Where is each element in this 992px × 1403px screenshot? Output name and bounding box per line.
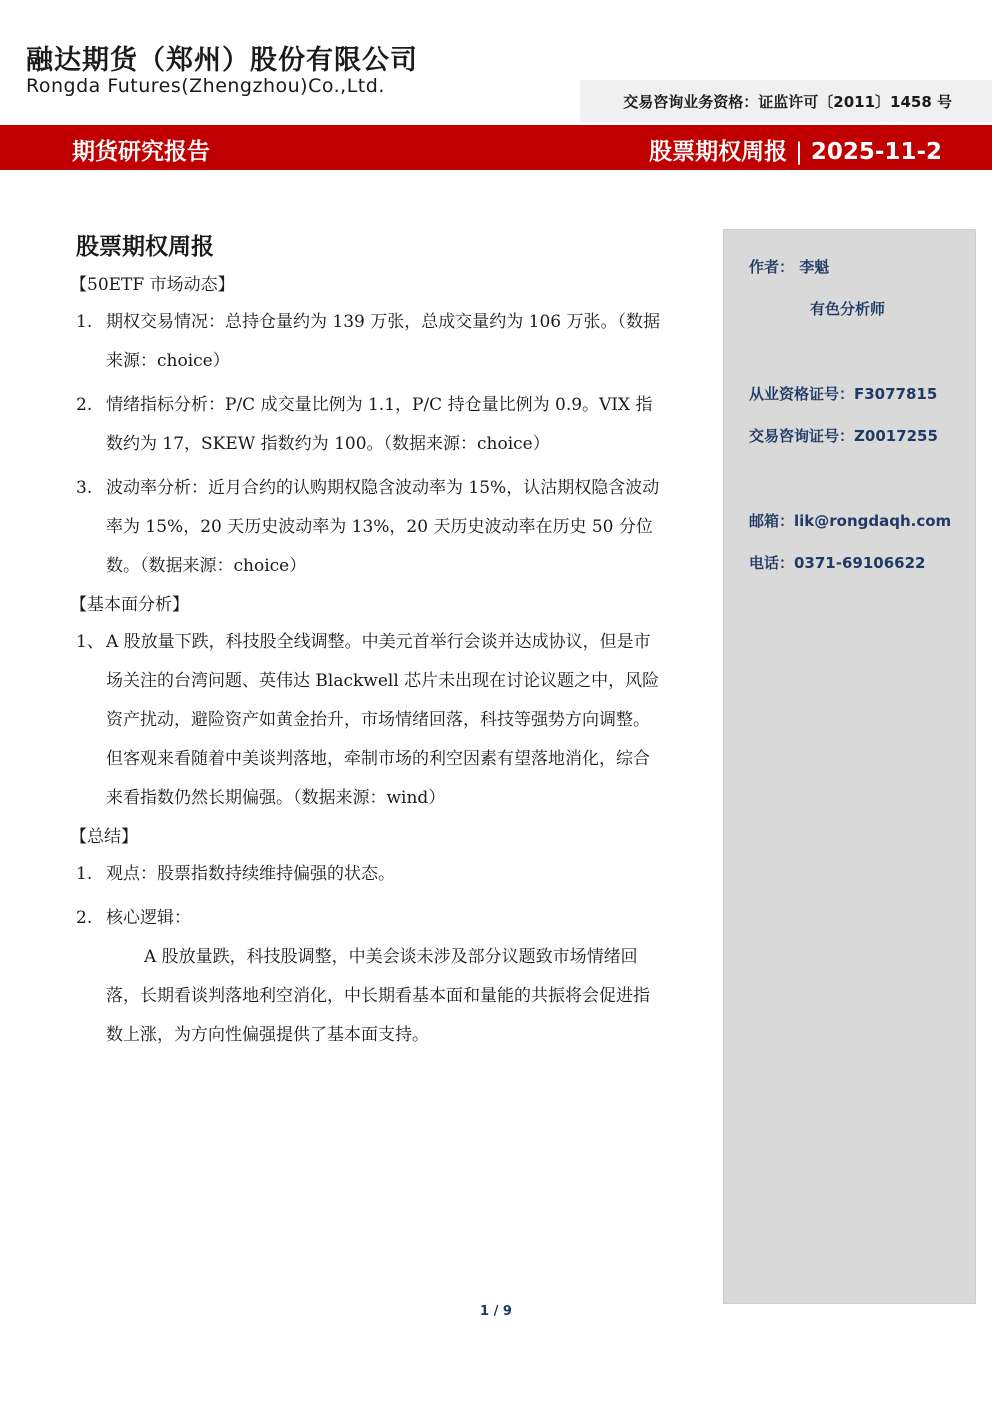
section-title: 【基本面分析】 xyxy=(70,595,189,615)
list-number: 1. xyxy=(76,312,93,332)
section-title: 【50ETF 市场动态】 xyxy=(70,275,235,295)
list-text: A 股放量下跌，科技股全线调整。中美元首举行会谈并达成协议，但是市场关注的台湾问题、英伟达 Blackwell 芯片未出现在讨论议题之中，风险资产扰动，避险资产如黄金抬升，市场情绪回落，科技等强势方向调整。但客观来看随着中美谈判落地，牵制市场的利空因素有望落地消化，综合来看指数仍然长期偏强。（数据来源：wind） xyxy=(106,632,660,808)
list-number: 1. xyxy=(76,864,93,884)
section-fundamentals xyxy=(70,591,666,818)
list-text: 情绪指标分析：P/C 成交量比例为 1.1，P/C 持仓量比例为 0.9。VIX 指数约为 17，SKEW 指数约为 100。（数据来源：choice） xyxy=(106,395,653,454)
author-name: 作者： 李魁 xyxy=(749,258,830,276)
summary-paragraph: A 股放量跌，科技股调整，中美会谈未涉及部分议题致市场情绪回落，长期看谈判落地利空消化，中长期看基本面和量能的共振将会促进指数上涨，为方向性偏强提供了基本面支持。 xyxy=(106,947,650,1045)
section-title: 【总结】 xyxy=(70,827,138,847)
qualification-number: 从业资格证号：F3077815 xyxy=(749,385,938,403)
license-box xyxy=(580,80,992,122)
list-item xyxy=(76,469,666,586)
consult-number: 交易咨询证号：Z0017255 xyxy=(749,427,938,445)
banner-report-info xyxy=(649,133,942,166)
list-item xyxy=(76,386,666,464)
page-number: 1 / 9 xyxy=(480,1304,512,1319)
list-text: 观点：股票指数持续维持偏强的状态。 xyxy=(106,864,395,884)
list-number: 2. xyxy=(76,395,93,415)
list-number: 3. xyxy=(76,478,93,498)
banner-report-type: 期货研究报告 xyxy=(72,139,210,165)
list-text: 核心逻辑： xyxy=(106,908,191,928)
license-text: 交易咨询业务资格：证监许可〔2011〕1458 号 xyxy=(623,93,952,111)
section-summary xyxy=(70,823,666,1055)
list-number: 1、 xyxy=(76,632,104,652)
author-sidebar xyxy=(723,229,976,1304)
report-banner xyxy=(0,125,992,170)
report-title: 股票期权周报 xyxy=(76,234,214,260)
list-item xyxy=(76,303,666,381)
company-name-en: Rongda Futures(Zhengzhou)Co.,Ltd. xyxy=(26,75,385,97)
list-item xyxy=(76,855,666,894)
company-name-cn: 融达期货（郑州）股份有限公司 xyxy=(26,45,418,76)
email-link[interactable]: 邮箱：lik@rongdaqh.com xyxy=(749,512,952,530)
list-item xyxy=(76,623,666,818)
report-body xyxy=(70,228,666,1055)
banner-separator: | xyxy=(795,139,803,165)
author-role: 有色分析师 xyxy=(810,300,886,318)
list-item xyxy=(76,899,666,938)
list-number: 2. xyxy=(76,908,93,928)
phone-number: 电话：0371-69106622 xyxy=(749,554,926,572)
banner-date: 2025-11-2 xyxy=(810,139,942,165)
list-text: 波动率分析：近月合约的认购期权隐含波动率为 15%，认沽期权隐含波动率为 15%，20 天历史波动率为 13%，20 天历史波动率在历史 50 分位数。（数据来源：choice） xyxy=(106,478,660,576)
list-text: 期权交易情况：总持仓量约为 139 万张，总成交量约为 106 万张。（数据来源：choice） xyxy=(106,312,661,371)
section-50etf xyxy=(70,271,666,586)
banner-report-name: 股票期权周报 xyxy=(649,139,788,165)
